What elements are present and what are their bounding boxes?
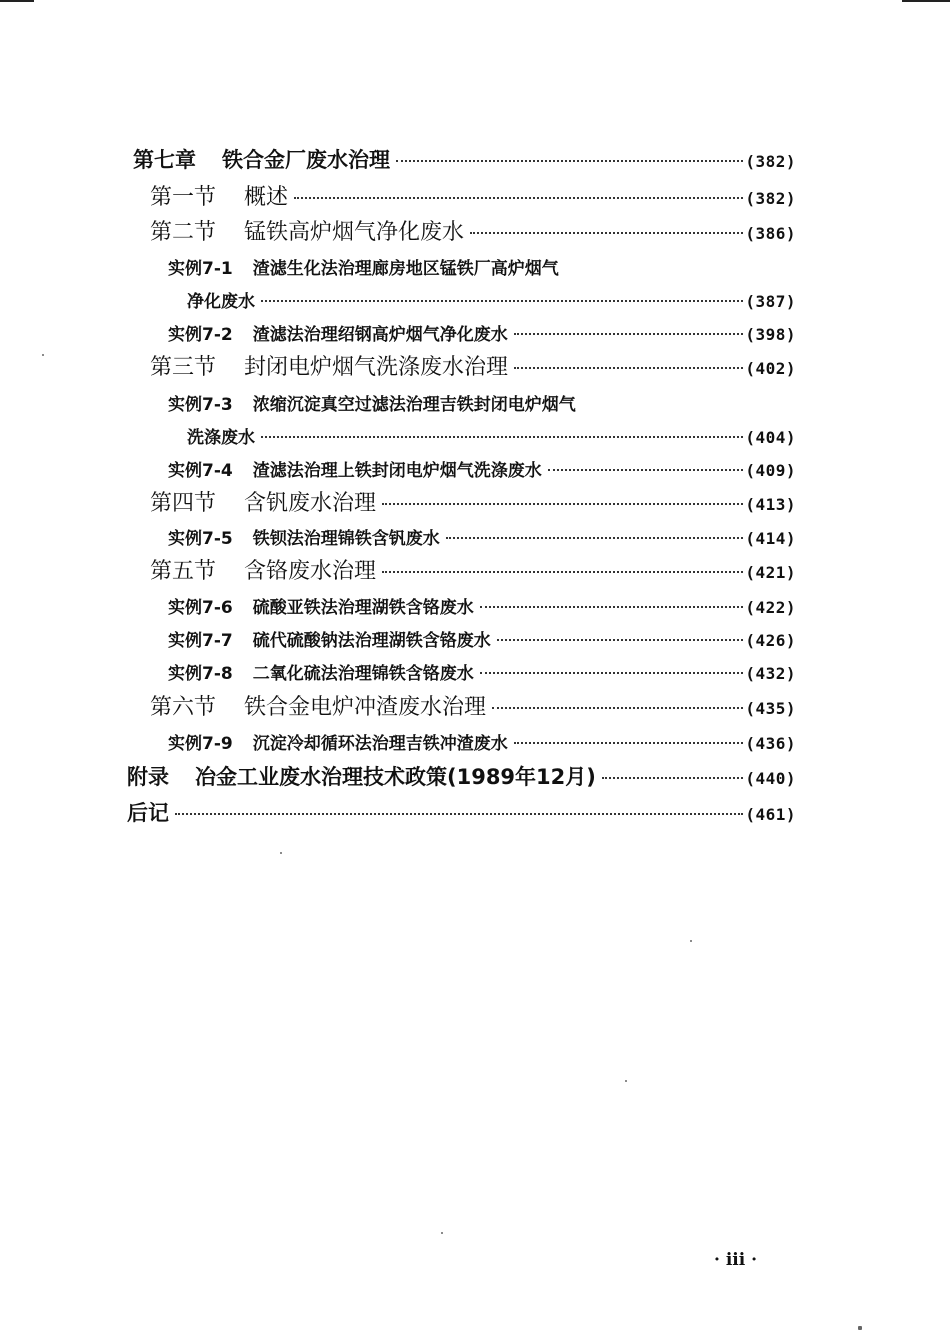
dot-leader: [492, 707, 743, 709]
dot-leader: [382, 503, 743, 505]
example-label: 实例7-3: [168, 395, 233, 415]
section-title: 含铬废水治理: [244, 559, 377, 584]
appendix-label: 附录: [127, 765, 169, 789]
example-title: 铁钡法治理锦铁含钒废水: [252, 529, 440, 549]
dot-leader: [175, 813, 743, 815]
example-label: 实例7-4: [168, 461, 233, 481]
example-title: 沉淀冷却循环法治理吉铁冲渣废水: [252, 734, 508, 754]
page-number: (414): [745, 529, 796, 548]
page-number: (387): [745, 292, 796, 311]
section-title: 概述: [244, 185, 289, 210]
dot-leader: [548, 469, 744, 471]
scan-speck: [280, 852, 282, 854]
afterword-label: 后记: [127, 801, 169, 825]
section-label: 第四节: [150, 491, 217, 516]
dot-leader: [602, 777, 743, 779]
scan-speck: [690, 940, 692, 942]
section-label: 第三节: [150, 355, 217, 380]
toc-entry-chapter-7[interactable]: [133, 144, 796, 174]
section-title: 锰铁高炉烟气净化废水: [244, 220, 465, 245]
toc-entry-afterword[interactable]: [127, 797, 796, 827]
section-label: 第二节: [150, 220, 217, 245]
page-number: (435): [745, 699, 796, 718]
example-title: 硫酸亚铁法治理湖铁含铬废水: [252, 598, 474, 618]
page-number: (413): [745, 495, 796, 514]
scan-edge-mark-left: [0, 0, 34, 2]
section-title: 封闭电炉烟气洗涤废水治理: [244, 355, 509, 380]
toc-entry-appendix[interactable]: [127, 761, 796, 791]
example-title: 渣滤法治理上铁封闭电炉烟气洗涤废水: [252, 461, 542, 481]
chapter-label: 第七章: [133, 148, 196, 172]
example-title-line2: 洗涤废水: [187, 428, 255, 448]
dot-leader: [446, 537, 744, 539]
section-title: 含钒废水治理: [244, 491, 377, 516]
scan-speck: [858, 1326, 862, 1330]
example-title: 二氧化硫法治理锦铁含铬废水: [252, 664, 474, 684]
toc-entry-section-3[interactable]: [150, 350, 796, 381]
toc-entry-section-2[interactable]: [150, 215, 796, 246]
example-title-line1: 浓缩沉淀真空过滤法治理吉铁封闭电炉烟气: [252, 395, 576, 415]
dot-leader: [294, 197, 743, 199]
page-number-footer: · iii ·: [714, 1250, 758, 1270]
page-number: (404): [745, 428, 796, 447]
toc-entry-example-7-6[interactable]: [168, 593, 796, 618]
page-number: (421): [745, 563, 796, 582]
toc-entry-example-7-3-line2[interactable]: [187, 423, 796, 448]
toc-entry-example-7-3-line1[interactable]: [168, 390, 576, 415]
example-label: 实例7-7: [168, 631, 233, 651]
toc-entry-section-5[interactable]: [150, 554, 796, 585]
toc-entry-section-6[interactable]: [150, 690, 796, 721]
dot-leader: [497, 639, 744, 641]
toc-entry-example-7-5[interactable]: [168, 524, 796, 549]
toc-entry-section-1[interactable]: [150, 180, 796, 211]
page-number: (440): [745, 769, 796, 788]
page-number: (432): [745, 664, 796, 683]
example-title: 硫代硫酸钠法治理湖铁含铬废水: [252, 631, 491, 651]
page-number: (402): [745, 359, 796, 378]
page-number: (382): [745, 189, 796, 208]
dot-leader: [514, 367, 743, 369]
dot-leader: [514, 333, 744, 335]
example-label: 实例7-6: [168, 598, 233, 618]
dot-leader: [480, 606, 744, 608]
page-number: (382): [745, 152, 796, 171]
example-label: 实例7-8: [168, 664, 233, 684]
example-title: 渣滤法治理绍钢高炉烟气净化废水: [252, 325, 508, 345]
toc-entry-section-4[interactable]: [150, 486, 796, 517]
example-label: 实例7-9: [168, 734, 233, 754]
scan-edge-mark-right: [902, 0, 950, 2]
toc-entry-example-7-1-line2[interactable]: [187, 287, 796, 312]
scan-speck: [42, 354, 44, 356]
example-title-line2: 净化废水: [187, 292, 255, 312]
toc-entry-example-7-4[interactable]: [168, 456, 796, 481]
section-label: 第六节: [150, 695, 217, 720]
page-number: (461): [745, 805, 796, 824]
toc-entry-example-7-7[interactable]: [168, 626, 796, 651]
toc-entry-example-7-2[interactable]: [168, 320, 796, 345]
section-label: 第一节: [150, 185, 217, 210]
dot-leader: [470, 232, 743, 234]
toc-entry-example-7-8[interactable]: [168, 659, 796, 684]
dot-leader: [514, 742, 744, 744]
dot-leader: [261, 300, 743, 302]
toc-entry-example-7-9[interactable]: [168, 729, 796, 754]
chapter-title: 铁合金厂废水治理: [222, 148, 390, 172]
page-number: (422): [745, 598, 796, 617]
example-label: 实例7-1: [168, 259, 233, 279]
dot-leader: [396, 160, 743, 162]
appendix-title: 冶金工业废水治理技术政策(1989年12月): [195, 765, 596, 789]
page-number: (386): [745, 224, 796, 243]
example-label: 实例7-5: [168, 529, 233, 549]
page-number: (398): [745, 325, 796, 344]
page-number: (426): [745, 631, 796, 650]
section-label: 第五节: [150, 559, 217, 584]
page-number: (436): [745, 734, 796, 753]
dot-leader: [382, 571, 743, 573]
scan-speck: [625, 1080, 627, 1082]
example-label: 实例7-2: [168, 325, 233, 345]
toc-entry-example-7-1-line1[interactable]: [168, 254, 559, 279]
dot-leader: [480, 672, 744, 674]
scan-speck: [441, 1232, 443, 1234]
dot-leader: [261, 436, 743, 438]
example-title-line1: 渣滤生化法治理廊房地区锰铁厂高炉烟气: [252, 259, 559, 279]
page-number: (409): [745, 461, 796, 480]
section-title: 铁合金电炉冲渣废水治理: [244, 695, 487, 720]
